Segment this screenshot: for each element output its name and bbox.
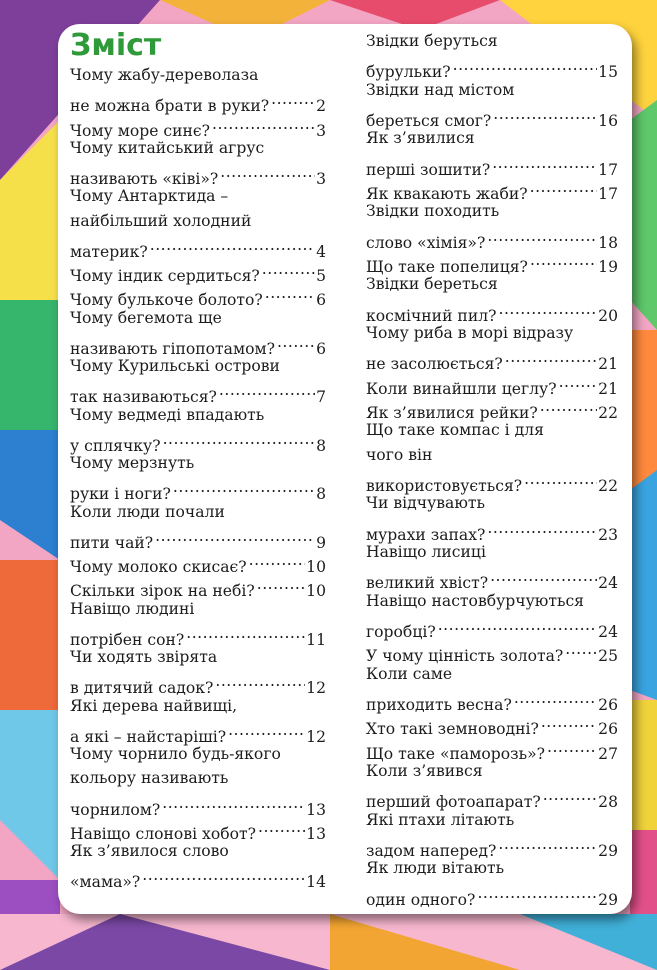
toc-entry-line [366, 540, 618, 564]
toc-entry-last-line [70, 233, 326, 261]
toc-entry-line [70, 839, 326, 863]
toc-entry-text: називають гіпопотамом? [70, 339, 275, 358]
toc-entry-text: Чому Курильські острови [70, 357, 280, 375]
toc-page-number: 17 [598, 184, 618, 203]
toc-entry-text: руки і ноги? [70, 485, 171, 504]
toc-entry-text: великий хвіст? [366, 574, 489, 593]
toc-entry-text: Коли люди почали [70, 502, 225, 521]
toc-page-number: 22 [598, 403, 618, 422]
toc-page-number: 21 [598, 379, 618, 398]
toc-entry-text: Чому булькоче болото? [70, 291, 263, 310]
toc-page-number: 24 [598, 574, 618, 593]
toc-page-number: 13 [306, 824, 326, 843]
toc-entry-line [70, 500, 326, 524]
toc-page-number: 6 [316, 339, 326, 358]
toc-entry-line [366, 589, 618, 613]
toc-entry-last-line [70, 112, 326, 140]
toc-entry-text: Навіщо настовбурчуються [366, 591, 585, 610]
dot-leader [559, 370, 598, 394]
page-title: Зміст [70, 28, 162, 63]
toc-entry-text: а які – найстаріші? [70, 727, 227, 746]
toc-entry-last-line [70, 669, 326, 698]
toc-entry-text: кольору називають [70, 769, 229, 788]
dot-leader [565, 637, 597, 661]
toc-entry-text: Як з’явилося слово [70, 842, 229, 860]
toc-entry-text: Скільки зірок на небі? [70, 582, 255, 601]
toc-entry-text: потрібен сон? [70, 630, 185, 649]
toc-entry-last-line [366, 151, 618, 179]
toc-entry-text: Навіщо лисиці [366, 542, 486, 561]
toc-entry-text: Чи відчувають [366, 494, 486, 513]
toc-entry-last-line [70, 718, 326, 746]
toc-entry-line [366, 199, 618, 223]
toc-entry-line [366, 418, 618, 442]
toc-entry-text: Чому молоко скисає? [70, 558, 247, 576]
toc-entry-last-line [366, 175, 618, 203]
toc-entry-line [366, 491, 618, 515]
toc-entry-text: Чому бегемота ще [70, 308, 222, 327]
toc-entry-line [70, 645, 326, 669]
toc-entry-text: береться смог? [366, 111, 492, 130]
dot-leader [453, 53, 598, 77]
dot-leader [547, 735, 597, 759]
toc-page-number: 27 [598, 744, 618, 763]
toc-page-number: 26 [598, 720, 618, 739]
dot-leader [212, 112, 315, 136]
toc-entry-text: у сплячку? [70, 436, 161, 455]
toc-page-number: 4 [316, 242, 326, 261]
toc-page-number: 17 [598, 160, 618, 179]
dot-leader [186, 621, 305, 645]
toc-entry-text: пити чай? [70, 533, 154, 552]
dot-leader [155, 524, 315, 548]
toc-entry-last-line [366, 783, 618, 812]
toc-entry-line [70, 136, 326, 160]
toc-entry-line [70, 306, 326, 330]
toc-entry-text: Чому китайський агрус [70, 138, 265, 157]
toc-entry-text: перший фотоапарат? [366, 793, 541, 812]
toc-entry-text: чого він [366, 445, 433, 464]
dot-leader [541, 710, 597, 734]
toc-entry-text: Коли саме [366, 664, 453, 683]
toc-page-number: 20 [598, 306, 618, 325]
dot-leader [498, 832, 597, 856]
toc-entry-last-line [70, 548, 326, 576]
dot-leader [487, 224, 597, 248]
dot-leader [524, 467, 597, 491]
toc-page-number: 25 [598, 647, 618, 666]
toc-page-number: 10 [306, 582, 326, 601]
dot-leader [228, 718, 305, 742]
toc-entry-text: «мама»? [70, 873, 141, 892]
toc-page-number: 18 [598, 233, 618, 252]
toc-entry-last-line [70, 257, 326, 285]
toc-entry-last-line [366, 564, 618, 593]
toc-entry-line [70, 354, 326, 378]
toc-entry-last-line [366, 224, 618, 252]
toc-entry-line [70, 742, 326, 766]
dot-leader [215, 669, 305, 693]
toc-entry-line [70, 694, 326, 718]
dot-leader [540, 394, 597, 418]
dot-leader [163, 427, 315, 451]
toc-entry-last-line [70, 160, 326, 188]
toc-entry-text: не засолюється? [366, 355, 503, 374]
dot-leader [492, 151, 597, 175]
toc-entry-text: в дитячий садок? [70, 679, 214, 698]
toc-entry-text: приходить весна? [366, 695, 512, 714]
toc-entry-text: перші зошити? [366, 160, 491, 179]
toc-entry-text: Навіщо слонові хобот? [70, 824, 256, 843]
toc-entry-last-line [70, 330, 326, 358]
toc-entry-text: слово «хімія»? [366, 233, 486, 252]
toc-entry-text: Як з’явилися рейки? [366, 403, 538, 422]
toc-entry-text: найбільший холодний [70, 211, 252, 230]
toc-entry-text: так називаються? [70, 388, 217, 407]
toc-entry-text: Коли винайшли цеглу? [366, 379, 557, 398]
toc-entry-last-line [366, 516, 618, 544]
toc-entry-last-line [366, 881, 618, 909]
toc-entry-line [366, 856, 618, 880]
toc-page-number: 9 [316, 533, 326, 552]
dot-leader [438, 613, 597, 637]
toc-page-number: 11 [306, 630, 326, 649]
toc-entry-last-line [70, 475, 326, 504]
toc-page-number: 13 [306, 800, 326, 819]
toc-entry-line [366, 78, 618, 102]
toc-page-number: 16 [598, 111, 618, 130]
dot-leader [543, 783, 597, 807]
toc-entry-text: використовується? [366, 476, 523, 495]
toc-entry-line [366, 808, 618, 832]
dot-leader [493, 102, 597, 126]
toc-page-number: 10 [306, 558, 326, 576]
toc-entry-last-line [366, 297, 618, 325]
toc-entry-last-line [70, 621, 326, 649]
toc-page-number: 8 [316, 485, 326, 504]
dot-leader [530, 248, 597, 272]
toc-page-number: 8 [316, 436, 326, 455]
dot-leader [258, 815, 305, 839]
toc-entry-text: Чи ходять звірята [70, 648, 218, 666]
toc-entry-line [70, 184, 326, 208]
toc-entry-last-line [366, 686, 618, 714]
toc-entry-text: Як люди вітають [366, 859, 505, 878]
toc-entry-last-line [70, 572, 326, 601]
toc-entry-line [70, 451, 326, 475]
toc-page-number: 2 [316, 97, 326, 116]
toc-entry-line [70, 403, 326, 427]
toc-entry-text: не можна брати в руки? [70, 97, 270, 116]
toc-entry-text: задом наперед? [366, 841, 497, 860]
toc-entry-last-line [70, 815, 326, 843]
toc-entry-last-line [70, 524, 326, 552]
toc-entry-line [366, 759, 618, 783]
toc-entry-last-line [366, 637, 618, 666]
toc-page-number: 12 [306, 679, 326, 698]
dot-leader [277, 330, 315, 354]
toc-entry-text: Що таке попелиця? [366, 257, 528, 276]
toc-entry-last-line [366, 394, 618, 422]
toc-entry-text: Звідки беруться [366, 32, 498, 50]
toc-entry-last-line [366, 102, 618, 130]
toc-entry-text: Звідки береться [366, 275, 498, 294]
dot-leader [265, 281, 315, 305]
dot-leader [262, 257, 315, 281]
toc-entry-text: один одного? [366, 890, 476, 909]
toc-entry-line [70, 209, 326, 233]
toc-entry-text: Які птахи літають [366, 810, 515, 829]
toc-entry-last-line [366, 345, 618, 374]
toc-entry-line [366, 321, 618, 345]
dot-leader [477, 881, 597, 905]
toc-entry-last-line [366, 370, 618, 398]
toc-page-number: 6 [316, 291, 326, 310]
toc-entry-text: Які дерева найвищі, [70, 696, 238, 715]
toc-entry-text: Чому жабу-дереволаза [70, 66, 259, 84]
toc-entry-text: Що таке компас і для [366, 421, 544, 440]
toc-page-number: 29 [598, 841, 618, 860]
toc-entry-text: Чому Антарктида – [70, 187, 229, 206]
toc-entry-last-line [366, 710, 618, 739]
toc-entry-line [70, 63, 326, 87]
toc-entry-text: Чому ведмеді впадають [70, 405, 265, 424]
dot-leader [505, 345, 597, 369]
toc-page-number: 14 [306, 873, 326, 892]
toc-page-number: 19 [598, 257, 618, 276]
toc-page-number: 23 [598, 525, 618, 544]
toc-entry-text: Чому індик сердиться? [70, 267, 260, 285]
toc-entry-text: Чому чорнило будь-якого [70, 745, 281, 763]
dot-leader [219, 378, 315, 402]
toc-entry-last-line [366, 735, 618, 763]
toc-entry-text: Як з’явилися [366, 129, 475, 148]
toc-entry-text: Звідки над містом [366, 80, 515, 99]
toc-entry-text: Чому море синє? [70, 121, 211, 140]
toc-entry-line [366, 662, 618, 686]
toc-page-number: 21 [598, 355, 618, 374]
toc-entry-last-line [366, 248, 618, 276]
toc-entry-text: мурахи запах? [366, 525, 486, 544]
toc-page-number: 28 [598, 793, 618, 812]
toc-entry-last-line [366, 53, 618, 82]
toc-entry-text: Хто такі земноводні? [366, 720, 539, 739]
toc-entry-text: Що таке «паморозь»? [366, 744, 546, 763]
toc-entry-line [366, 443, 618, 467]
toc-entry-last-line [366, 613, 618, 641]
dot-leader [487, 516, 597, 540]
toc-page-number: 24 [598, 622, 618, 641]
toc-page-number: 3 [316, 121, 326, 140]
toc-page-number: 15 [598, 63, 618, 82]
dot-leader [220, 160, 315, 184]
toc-entry-last-line [70, 378, 326, 407]
toc-page-number: 22 [598, 476, 618, 495]
toc-entry-last-line [70, 281, 326, 310]
toc-entry-last-line [366, 467, 618, 495]
toc-page-number: 29 [598, 890, 618, 909]
toc-entry-text: Навіщо людині [70, 599, 195, 618]
toc-entry-last-line [70, 87, 326, 116]
toc-entry-text: бурульки? [366, 63, 451, 82]
toc-entry-last-line [366, 832, 618, 860]
toc-entry-text: Як квакають жаби? [366, 184, 528, 203]
toc-entry-text: Коли з’явився [366, 761, 483, 780]
toc-entry-text: космічний пил? [366, 306, 497, 325]
dot-leader [498, 297, 597, 321]
toc-entry-last-line [70, 427, 326, 455]
dot-leader [257, 572, 305, 596]
dot-leader [271, 87, 315, 111]
toc-entry-text: горобці? [366, 622, 436, 641]
toc-entry-text: Чому риба в морі відразу [366, 323, 574, 342]
toc-entry-text: Чому мерзнуть [70, 454, 195, 472]
toc-entry-text: Звідки походить [366, 202, 500, 221]
dot-leader [530, 175, 598, 199]
toc-entry-line [366, 272, 618, 296]
toc-page-number: 7 [316, 388, 326, 407]
toc-entry-text: чорнилом? [70, 800, 161, 819]
dot-leader [173, 475, 315, 499]
toc-entry-text: У чому цінність золота? [366, 647, 564, 666]
toc-page-number: 3 [316, 170, 326, 188]
toc-entry-line [366, 126, 618, 150]
dot-leader [150, 233, 315, 257]
toc-page-number: 5 [316, 267, 326, 285]
toc-entry-line [70, 766, 326, 790]
toc-page-number: 12 [306, 727, 326, 746]
toc-page-number: 26 [598, 695, 618, 714]
toc-entry-line [366, 29, 618, 53]
dot-leader [490, 564, 597, 588]
dot-leader [142, 863, 305, 887]
toc-entry-text: називають «ківі»? [70, 170, 219, 188]
toc-entry-last-line [70, 863, 326, 892]
dot-leader [162, 791, 305, 815]
toc-entry-last-line [70, 791, 326, 819]
toc-entry-line [70, 597, 326, 621]
dot-leader [514, 686, 597, 710]
dot-leader [249, 548, 306, 572]
toc-entry-text: материк? [70, 242, 148, 261]
